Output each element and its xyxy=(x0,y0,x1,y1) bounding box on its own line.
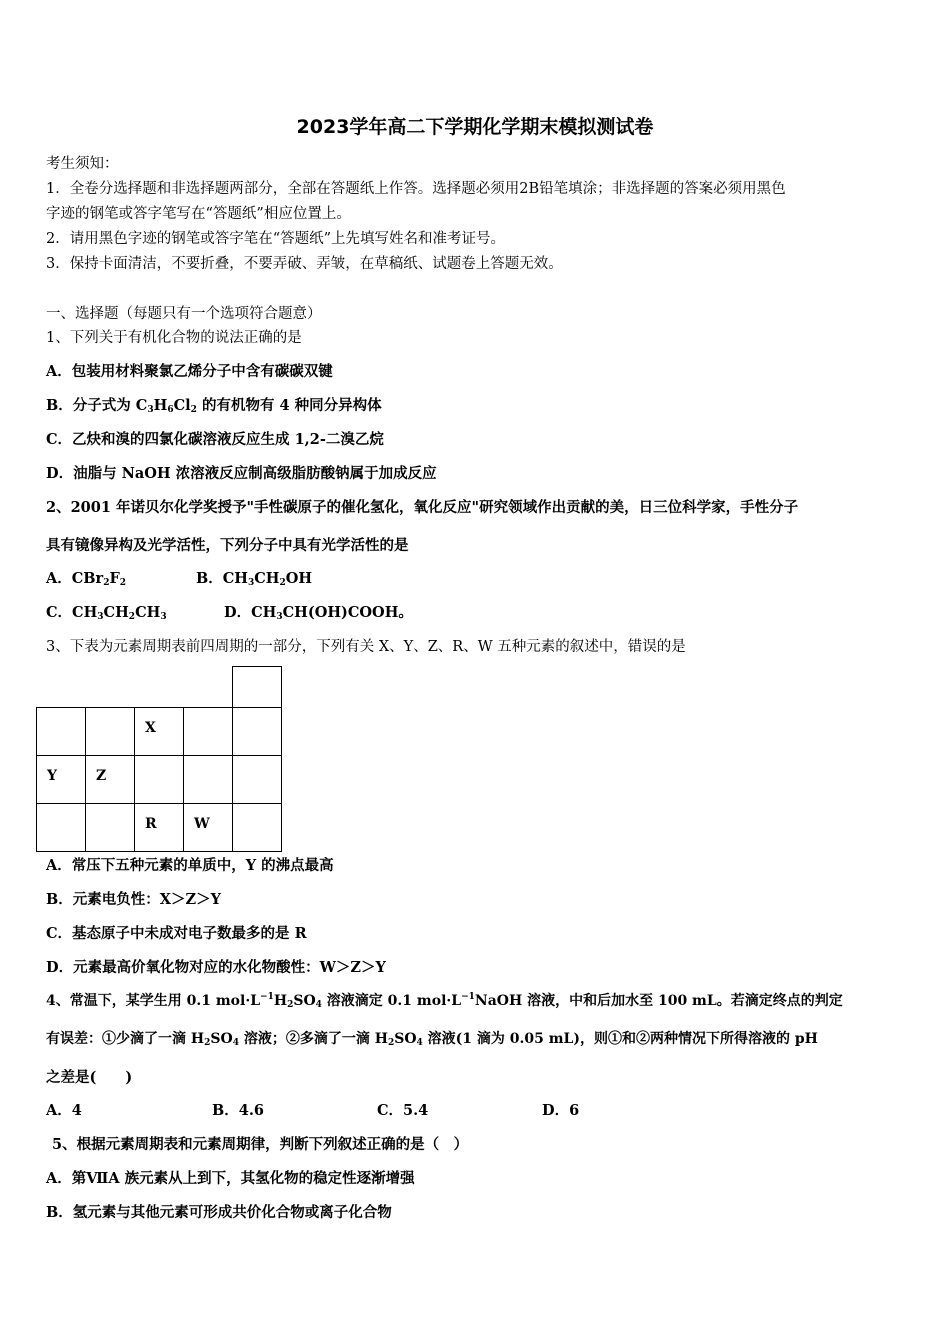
q3-option-d: D．元素最高价氧化物对应的水化物酸性：W＞Z＞Y xyxy=(46,959,386,976)
q4-option-c: C．5.4 xyxy=(377,1102,429,1119)
table-cell xyxy=(183,707,233,756)
q1-option-c: C．乙炔和溴的四氯化碳溶液反应生成 1,2-二溴乙烷 xyxy=(46,431,384,448)
q1-option-d: D．油脂与 NaOH 浓溶液反应制高级脂肪酸钠属于加成反应 xyxy=(46,465,437,482)
q2-stem-line1: 2、2001 年诺贝尔化学奖授予"手性碳原子的催化氢化，氧化反应"研究领域作出贡献的美，日三位科学家，手性分子 xyxy=(46,499,799,516)
q2-option-c: C．$CH_3CH_2CH_3$ xyxy=(46,604,167,622)
q4-stem-line2: 有误差：①少滴了一滴 $H_2SO_4$ 溶液；②多滴了一滴 $H_2SO_4$ 溶液(1 滴为 0.05 mL)，则①和②两种情况下所得溶液的 pH xyxy=(46,1031,818,1048)
q2-option-b: B．$CH_3CH_2OH$ xyxy=(196,570,313,588)
table-cell xyxy=(232,755,282,804)
q4-option-b: B．4.6 xyxy=(212,1102,264,1119)
table-cell xyxy=(134,755,184,804)
table-cell-y: Y xyxy=(36,755,86,804)
table-cell xyxy=(183,755,233,804)
q4-stem-line1: 4、常温下，某学生用 0.1 $mol\cdot L^{-1}H_2SO_4$ 溶液滴定 0.1 $mol\cdot L^{-1}NaOH$ 溶液，中和后加水至 100 mL。若滴定终点的判定 xyxy=(46,992,843,1010)
q1-option-b: B．分子式为 $C_3H_6Cl_2$ 的有机物有 4 种同分异构体 xyxy=(46,397,382,415)
q2-stem-line2: 具有镜像异构及光学活性，下列分子中具有光学活性的是 xyxy=(46,537,409,554)
table-cell xyxy=(232,803,282,852)
page-title: 2023学年高二下学期化学期末模拟测试卷 xyxy=(296,116,654,138)
q3-stem: 3、下表为元素周期表前四周期的一部分，下列有关 X、Y、Z、R、W 五种元素的叙述中，错误的是 xyxy=(46,639,686,655)
q4-stem-line3: 之差是( ) xyxy=(46,1069,133,1086)
table-cell xyxy=(85,707,135,756)
table-cell-top xyxy=(232,666,282,708)
q5-option-a: A．第ⅦA 族元素从上到下，其氢化物的稳定性逐渐增强 xyxy=(46,1170,415,1187)
q5-stem: 5、根据元素周期表和元素周期律，判断下列叙述正确的是（ ） xyxy=(52,1136,469,1153)
q2-option-a: A．$CBr_2F_2$ xyxy=(46,570,127,588)
q1-option-a: A．包装用材料聚氯乙烯分子中含有碳碳双键 xyxy=(46,363,333,380)
table-cell-r: R xyxy=(134,803,184,852)
table-cell xyxy=(36,803,86,852)
notice-item-1: 1．全卷分选择题和非选择题两部分，全部在答题纸上作答。选择题必须用2B铅笔填涂；非选择题的答案必须用黑色 xyxy=(46,181,786,197)
q3-option-a: A．常压下五种元素的单质中，Y 的沸点最高 xyxy=(46,857,334,874)
table-cell-z: Z xyxy=(85,755,135,804)
section-heading: 一、选择题（每题只有一个选项符合题意） xyxy=(46,306,322,322)
table-cell xyxy=(85,803,135,852)
q4-option-a: A．4 xyxy=(46,1102,82,1119)
q3-option-b: B．元素电负性：X＞Z＞Y xyxy=(46,891,221,908)
periodic-table-fragment xyxy=(36,666,282,852)
notice-item-2: 2．请用黑色字迹的钢笔或答字笔在“答题纸”上先填写姓名和准考证号。 xyxy=(46,231,506,247)
q4-option-d: D．6 xyxy=(542,1102,580,1119)
notice-heading: 考生须知： xyxy=(46,156,119,172)
table-cell-w: W xyxy=(183,803,233,852)
notice-item-1-cont: 字迹的钢笔或答字笔写在“答题纸”相应位置上。 xyxy=(46,206,351,222)
table-cell xyxy=(36,707,86,756)
notice-item-3: 3．保持卡面清洁，不要折叠，不要弄破、弄皱，在草稿纸、试题卷上答题无效。 xyxy=(46,256,563,272)
table-cell xyxy=(232,707,282,756)
q2-option-d: D．$CH_3CH(OH)COOH$。 xyxy=(224,604,413,622)
q3-option-c: C．基态原子中未成对电子数最多的是 R xyxy=(46,925,307,942)
q1-stem: 1、下列关于有机化合物的说法正确的是 xyxy=(46,330,302,346)
table-cell-x: X xyxy=(134,707,184,756)
q5-option-b: B．氢元素与其他元素可形成共价化合物或离子化合物 xyxy=(46,1204,392,1221)
